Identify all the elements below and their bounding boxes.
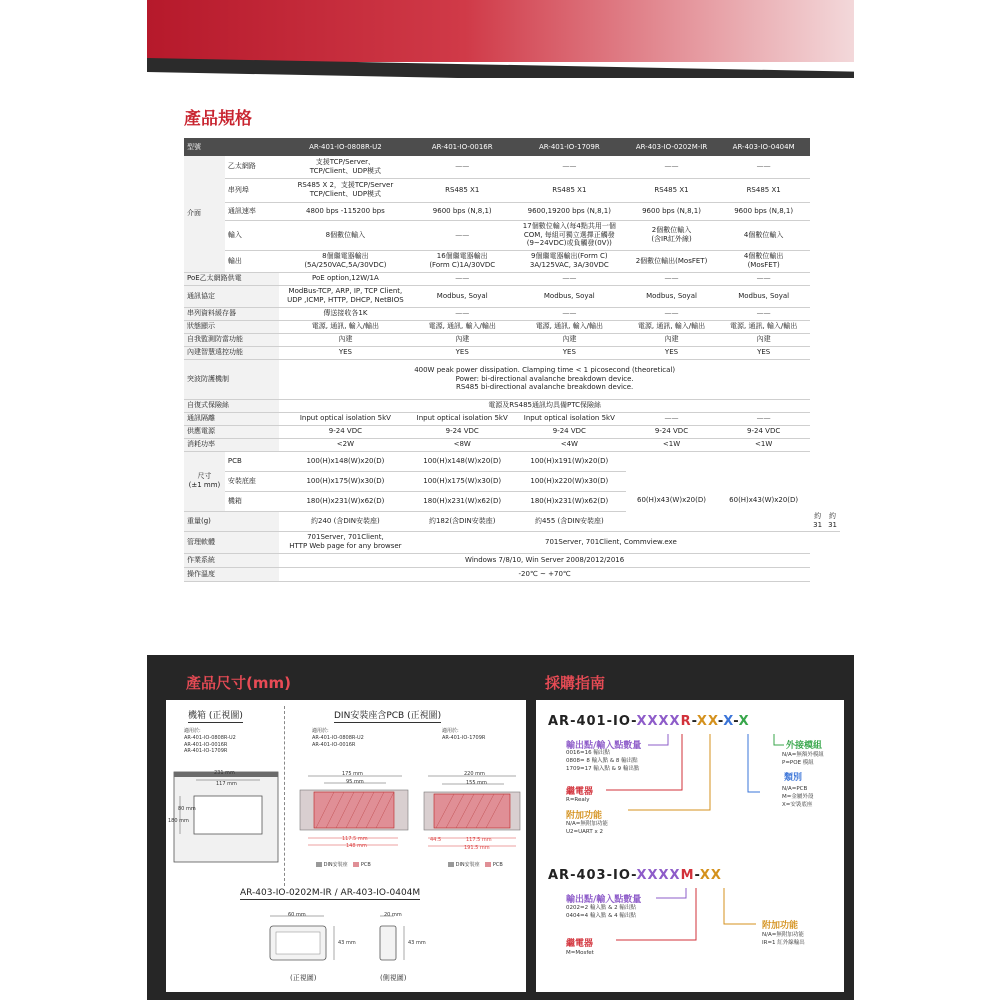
relay-label: 繼電器	[566, 787, 594, 797]
cell-power-4: 9-24 VDC	[626, 425, 717, 438]
case-height-inner: 80 mm	[178, 806, 196, 812]
din-b-width: 220 mm	[464, 771, 485, 777]
mosfet-label: 繼電器	[566, 939, 594, 949]
row-label: 通訊隔離	[184, 412, 279, 425]
cell-poe-5: ——	[717, 272, 810, 285]
legend-din-swatch	[316, 862, 322, 867]
cell-power-2: 9-24 VDC	[412, 425, 513, 438]
cell-baud-2: 9600 bps (N,8,1)	[412, 202, 513, 220]
cell-input-5: 4個數位輸入	[717, 220, 810, 250]
table-row	[184, 531, 840, 553]
code1-type: X	[723, 714, 734, 729]
row-label: 串列資料緩存器	[184, 307, 279, 320]
cell-output-1: 8個繼電器輸出 (5A/250VAC,5A/30VDC)	[279, 250, 412, 272]
cell-power-5: 9-24 VDC	[717, 425, 810, 438]
cell-power-3: 9-24 VDC	[513, 425, 626, 438]
cell-weight-2: 約182(含DIN安裝座)	[412, 511, 513, 531]
cell-software-1: 701Server, 701Client, HTTP Web page for any browser	[279, 531, 412, 553]
din-a-bottom-2: 148 mm	[346, 843, 367, 849]
cell-isolation-1: Input optical isolation 5kV	[279, 412, 412, 425]
case-width-inner: 117 mm	[216, 781, 237, 787]
table-row	[184, 399, 840, 412]
cell-baud-1: 4800 bps -115200 bps	[279, 202, 412, 220]
din-b-bottom-1: 44.5	[430, 837, 442, 843]
points-label-2: 輸出點/輸入點數量	[566, 895, 642, 905]
cell-input-3: 17個數位輸入(每4點共用一個 COM, 每組可獨立選擇正觸發 (9~24VDC)或負觸發(0V))	[513, 220, 626, 250]
code1-points: XXXX	[636, 714, 681, 729]
header-col-4: AR-403-IO-0202M-IR	[626, 138, 717, 156]
ext-note: N/A=無額外模組 P=POE 模組	[782, 752, 824, 766]
cell-din-5: 60(H)x43(W)x20(D)	[717, 471, 810, 531]
table-row	[184, 333, 840, 346]
row-sublabel: PCB	[225, 451, 279, 471]
cell-ethernet-3: ——	[513, 156, 626, 178]
cell-output-5: 4個數位輸出 (MosFET)	[717, 250, 810, 272]
cell-protocol-5: Modbus, Soyal	[717, 285, 810, 307]
row-label: 管理軟體	[184, 531, 279, 553]
row-label: 重量(g)	[184, 511, 279, 531]
cell-consumption-3: <4W	[513, 438, 626, 451]
cell-pcb-2: 100(H)x148(W)x20(D)	[412, 451, 513, 471]
cell-ethernet-4: ——	[626, 156, 717, 178]
cell-poe-2: ——	[412, 272, 513, 285]
cell-pcb-3: 100(H)x191(W)x20(D)	[513, 451, 626, 471]
cell-poe-3: ——	[513, 272, 626, 285]
case-height: 180 mm	[168, 818, 189, 824]
cell-isolation-2: Input optical isolation 5kV	[412, 412, 513, 425]
cell-output-3: 9個繼電器輸出(Form C) 3A/125VAC, 3A/30VDC	[513, 250, 626, 272]
cell-selfcheck-4: 內建	[626, 333, 717, 346]
row-label: 狀態顯示	[184, 320, 279, 333]
cell-smart-2: YES	[412, 346, 513, 359]
cell-box-2: 180(H)x231(W)x62(D)	[412, 491, 513, 511]
row-sublabel: 串列埠	[225, 178, 279, 202]
code2-prefix: AR-403-IO-	[548, 868, 637, 883]
cell-surge-span: 400W peak power dissipation. Clamping time < 1 picosecond (theoretical) Power: bi-directional avalanche breakdown device. RS485 bi-directional avalanche breakdown device.	[279, 359, 810, 399]
relay-note: R=Realy	[566, 797, 590, 803]
cell-buffer-5: ——	[717, 307, 810, 320]
legend-pcb-label: PCB	[492, 862, 503, 868]
cell-consumption-4: <1W	[626, 438, 717, 451]
cell-smart-3: YES	[513, 346, 626, 359]
header-col-5: AR-403-IO-0404M	[717, 138, 810, 156]
table-row	[184, 553, 840, 567]
cell-baud-3: 9600,19200 bps (N,8,1)	[513, 202, 626, 220]
cell-serial-2: RS485 X1	[412, 178, 513, 202]
addon-label-1: 附加功能	[566, 811, 603, 821]
din-a-bottom-1: 117.5 mm	[342, 836, 368, 842]
code1-dash-2: -	[717, 714, 724, 729]
cell-protocol-4: Modbus, Soyal	[626, 285, 717, 307]
type-note: N/A=PCB M=金屬外殼 X=安裝底座	[782, 786, 814, 808]
legend-b	[448, 862, 503, 869]
table-row	[184, 451, 840, 471]
table-row	[184, 425, 840, 438]
row-label: PoE乙太網路供電	[184, 272, 279, 285]
row-label: 供應電源	[184, 425, 279, 438]
row-label: 內建智慧遠控功能	[184, 346, 279, 359]
cell-isolation-4: ——	[626, 412, 717, 425]
dimensions-title: 產品尺寸(mm)	[186, 674, 291, 692]
din-a-width: 175 mm	[342, 771, 363, 777]
small-width: 60 mm	[288, 912, 306, 918]
small-height: 43 mm	[338, 940, 356, 946]
cell-buffer-1: 傳送接收各1K	[279, 307, 412, 320]
cell-weight-3: 約455 (含DIN安裝座)	[513, 511, 626, 531]
cell-box-1: 180(H)x231(W)x62(D)	[279, 491, 412, 511]
row-label: 突波防護機制	[184, 359, 279, 399]
code1-prefix: AR-401-IO-	[548, 714, 637, 729]
code2-mosfet: M	[680, 868, 695, 883]
din-b-bottom-2: 117.5 mm	[466, 837, 492, 843]
ext-label: 外接模組	[786, 741, 823, 751]
cell-status-4: 電源, 通訊, 輸入/輸出	[626, 320, 717, 333]
row-sublabel: 機箱	[225, 491, 279, 511]
cell-consumption-2: <8W	[412, 438, 513, 451]
header-col-1: AR-401-IO-0808R-U2	[279, 138, 412, 156]
table-row	[184, 178, 840, 202]
row-sublabel: 乙太網路	[225, 156, 279, 178]
cell-serial-5: RS485 X1	[717, 178, 810, 202]
cell-smart-5: YES	[717, 346, 810, 359]
table-row	[184, 156, 840, 178]
case-title: 機箱 (正視圖)	[188, 708, 243, 723]
cell-software-span: 701Server, 701Client, Commview.exe	[412, 531, 810, 553]
din-b-bottom-3: 191.5 mm	[464, 845, 490, 851]
code1-dash-3: -	[733, 714, 739, 729]
purchase-panel	[536, 700, 844, 992]
cell-os-span: Windows 7/8/10, Win Server 2008/2012/2016	[279, 553, 810, 567]
row-label: 自我監測防當功能	[184, 333, 279, 346]
cell-pcb-1: 100(H)x148(W)x20(D)	[279, 451, 412, 471]
cell-baud-4: 9600 bps (N,8,1)	[626, 202, 717, 220]
row-sublabel: 輸入	[225, 220, 279, 250]
cell-ethernet-1: 支援TCP/Server、 TCP/Client、UDP模式	[279, 156, 412, 178]
table-row	[184, 285, 840, 307]
cell-poe-4: ——	[626, 272, 717, 285]
group-label-interface: 介面	[184, 156, 225, 272]
din-a-width-inner: 95 mm	[346, 779, 364, 785]
cell-temp-span: -20℃ ~ +70℃	[279, 567, 810, 581]
header-banner	[147, 0, 854, 104]
legend-pcb-swatch	[353, 862, 359, 867]
legend-din-label: DIN安裝座	[455, 862, 480, 868]
small-height-side: 43 mm	[408, 940, 426, 946]
header-col-2: AR-401-IO-0016R	[412, 138, 513, 156]
legend-pcb-swatch	[485, 862, 491, 867]
cell-buffer-4: ——	[626, 307, 717, 320]
row-sublabel: 安裝底座	[225, 471, 279, 491]
cell-buffer-3: ——	[513, 307, 626, 320]
cell-status-5: 電源, 通訊, 輸入/輸出	[717, 320, 810, 333]
addon-note-2: N/A=無附加功能 IR=1 紅外線輸出	[762, 932, 805, 946]
code2-addon: XX	[699, 868, 722, 883]
row-label: 消耗功率	[184, 438, 279, 451]
row-label: 操作溫度	[184, 567, 279, 581]
cell-consumption-5: <1W	[717, 438, 810, 451]
table-row	[184, 320, 840, 333]
table-row	[184, 346, 840, 359]
case-width: 231 mm	[214, 770, 235, 776]
cell-output-4: 2個數位輸出(MosFET)	[626, 250, 717, 272]
cell-protocol-2: Modbus, Soyal	[412, 285, 513, 307]
cell-weight-5: 約31	[825, 511, 840, 531]
cell-input-2: ——	[412, 220, 513, 250]
type-label: 類別	[784, 773, 803, 783]
small-module-title: AR-403-IO-0202M-IR / AR-403-IO-0404M	[240, 888, 421, 898]
cell-baud-5: 9600 bps (N,8,1)	[717, 202, 810, 220]
row-sublabel: 通訊速率	[225, 202, 279, 220]
din-applies-a: 適用於: AR-401-IO-0808R-U2 AR-401-IO-0016R	[312, 728, 364, 748]
cell-status-1: 電源, 通訊, 輸入/輸出	[279, 320, 412, 333]
cell-consumption-1: <2W	[279, 438, 412, 451]
row-label: 自復式保險絲	[184, 399, 279, 412]
dimensions-panel	[166, 700, 526, 992]
divider	[284, 706, 285, 886]
order-code-2	[548, 868, 722, 883]
table-header-row	[184, 138, 840, 156]
cell-weight-1: 約240 (含DIN安裝座)	[279, 511, 412, 531]
legend-a	[316, 862, 371, 869]
section-title: 產品規格	[184, 109, 252, 129]
header-col-3: AR-401-IO-1709R	[513, 138, 626, 156]
cell-smart-4: YES	[626, 346, 717, 359]
small-front-label: (正視圖)	[290, 974, 317, 982]
cell-status-2: 電源, 通訊, 輸入/輸出	[412, 320, 513, 333]
table-row	[184, 272, 840, 285]
addon-label-2: 附加功能	[762, 921, 799, 931]
code1-addon: XX	[696, 714, 718, 729]
cell-din-3: 100(H)x220(W)x30(D)	[513, 471, 626, 491]
cell-fuse-span: 電源及RS485通訊均具備PTC保險絲	[279, 399, 810, 412]
cell-selfcheck-1: 內建	[279, 333, 412, 346]
cell-protocol-3: Modbus, Soyal	[513, 285, 626, 307]
cell-selfcheck-2: 內建	[412, 333, 513, 346]
cell-output-2: 16個繼電器輸出 (Form C)1A/30VDC	[412, 250, 513, 272]
cell-box-3: 180(H)x231(W)x62(D)	[513, 491, 626, 511]
small-depth: 20 mm	[384, 912, 402, 918]
cell-selfcheck-3: 內建	[513, 333, 626, 346]
cell-smart-1: YES	[279, 346, 412, 359]
table-row	[184, 220, 840, 250]
table-row	[184, 412, 840, 425]
table-row	[184, 307, 840, 320]
group-label-size: 尺寸 (±1 mm)	[184, 451, 225, 511]
code1-relay: R	[680, 714, 692, 729]
cell-poe-1: PoE option,12W/1A	[279, 272, 412, 285]
cell-ethernet-2: ——	[412, 156, 513, 178]
din-applies-b: 適用於: AR-401-IO-1709R	[442, 728, 486, 741]
table-row	[184, 250, 840, 272]
cell-weight-4: 約31	[810, 511, 825, 531]
cell-isolation-5: ——	[717, 412, 810, 425]
cell-input-1: 8個數位輸入	[279, 220, 412, 250]
code1-dash-1: -	[691, 714, 697, 729]
table-row	[184, 359, 840, 399]
cell-input-4: 2個數位輸入 (含IR紅外線)	[626, 220, 717, 250]
small-side-label: (側視圖)	[380, 974, 407, 982]
legend-din-label: DIN安裝座	[323, 862, 348, 868]
table-row	[184, 567, 840, 581]
points-note-2: 0202=2 輸入點 & 2 輸出點 0404=4 輸入點 & 4 輸出點	[566, 905, 636, 919]
cell-serial-1: RS485 X 2，支援TCP/Server TCP/Client、UDP模式	[279, 178, 412, 202]
points-note-1: 0016=16 輸出點 0808= 8 輸入點 & 8 輸出點 1709=17 輸入點 & 9 輸出點	[566, 750, 640, 772]
cell-din-4: 60(H)x43(W)x20(D)	[626, 471, 717, 531]
code2-dash: -	[694, 868, 700, 883]
cell-selfcheck-5: 內建	[717, 333, 810, 346]
addon-note-1: N/A=無附加功能 U2=UART x 2	[566, 821, 608, 835]
cell-isolation-3: Input optical isolation 5kV	[513, 412, 626, 425]
legend-pcb-label: PCB	[360, 862, 371, 868]
cell-ethernet-5: ——	[717, 156, 810, 178]
code2-points: XXXX	[636, 868, 681, 883]
cell-buffer-2: ——	[412, 307, 513, 320]
din-title: DIN安裝座含PCB (正視圖)	[334, 708, 441, 723]
cell-power-1: 9-24 VDC	[279, 425, 412, 438]
header-model: 型號	[184, 138, 279, 156]
cell-serial-4: RS485 X1	[626, 178, 717, 202]
points-label-1: 輸出點/輸入點數量	[566, 741, 642, 751]
table-row	[184, 438, 840, 451]
cell-din-2: 100(H)x175(W)x30(D)	[412, 471, 513, 491]
row-label: 通訊協定	[184, 285, 279, 307]
table-row	[184, 471, 840, 491]
spec-table	[184, 138, 840, 582]
case-applies: 適用於: AR-401-IO-0808R-U2 AR-401-IO-0016R AR-401-IO-1709R	[184, 728, 236, 755]
purchase-title: 採購指南	[545, 674, 606, 692]
din-b-width-inner: 155 mm	[466, 780, 487, 786]
table-row	[184, 202, 840, 220]
cell-serial-3: RS485 X1	[513, 178, 626, 202]
row-label: 作業系統	[184, 553, 279, 567]
legend-din-swatch	[448, 862, 454, 867]
cell-protocol-1: ModBus-TCP, ARP, IP, TCP Client, UDP ,ICMP, HTTP, DHCP, NetBIOS	[279, 285, 412, 307]
row-sublabel: 輸出	[225, 250, 279, 272]
cell-din-1: 100(H)x175(W)x30(D)	[279, 471, 412, 491]
cell-status-3: 電源, 通訊, 輸入/輸出	[513, 320, 626, 333]
mosfet-note: M=Mosfet	[566, 950, 594, 956]
code1-ext: X	[738, 714, 750, 729]
